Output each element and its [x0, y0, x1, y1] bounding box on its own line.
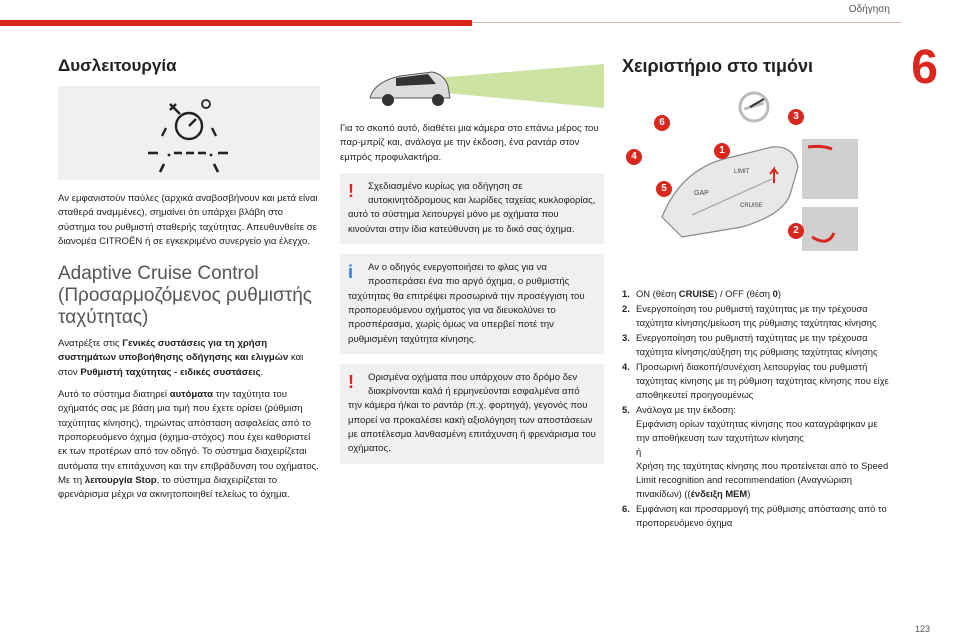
stalk-label-limit: LIMIT [734, 169, 750, 175]
cruise-fault-icon [58, 86, 320, 180]
stalk-label-gap: GAP [694, 190, 709, 197]
acc-heading [58, 263, 320, 329]
cruise-fault-figure [58, 86, 320, 180]
control-item-text: ) / OFF (θέση [714, 288, 773, 299]
control-item-text: Εμφάνιση ορίων ταχύτητας κίνησης που καταγράφηκαν με την αποθήκευση των ταχυτήτων κίνησης [636, 418, 878, 443]
acc-title: Adaptive Cruise Control [58, 263, 259, 285]
control-item-number: 2. [622, 303, 630, 314]
car-radar-icon [340, 60, 604, 112]
control-item-number: 1. [622, 288, 630, 299]
control-item [622, 331, 890, 359]
callout-1: 1 [714, 143, 730, 159]
header-line [472, 22, 902, 23]
page-header-title: Οδήγηση [848, 4, 890, 15]
control-item-number: 4. [622, 361, 630, 372]
callout-2: 2 [788, 223, 804, 239]
info-icon: i [348, 262, 354, 283]
control-item [622, 403, 890, 501]
callout-4: 4 [626, 149, 642, 165]
header-bar [0, 20, 472, 26]
control-item [622, 360, 890, 402]
fault-text: Αν εμφανιστούν παύλες (αρχικά αναβοσβήνουν και μετά είναι σταθερά αναμμένες), σημαίνει ότι υπάρχει βλάβη στο σύστημα του ρυθμιστή σταθερής ταχύτητας. Απευθυνθείτε σε διανομέα CITROËN ή σε εγκεκριμένο συνεργείο για έλεγχο. [58, 193, 318, 247]
control-item-text: ή [636, 446, 642, 457]
car-radar-figure [340, 60, 604, 112]
warning-note-2-text: Ορισμένα οχήματα που υπάρχουν στο δρόμο δεν διακρίνονται καλά ή ερμηνεύονται εσφαλμένα από την κάμερα ή/και το ραντάρ (π.χ. φορτηγά), γεγονός που μπορεί να προκαλέσει κακή αξιολόγηση των αποστάσεων με αποτέλεσμα λανθασμένη επιτάχυνση ή φρενάρισμα του οχήματος. [348, 371, 596, 455]
camera-intro-text: Για το σκοπό αυτό, διαθέτει μια κάμερα στο επάνω μέρος του παρ-μπρίζ και, ανάλογα με την έκδοση, ένα ραντάρ στον εμπρός προφυλακτήρα. [340, 123, 599, 163]
callout-5: 5 [656, 181, 672, 197]
control-item-text: Εμφάνιση και προσαρμογή της ρύθμισης απόστασης από το προπορευόμενο όχημα [636, 503, 887, 528]
callout-6: 6 [654, 115, 670, 131]
acc-paragraph-1: Ανατρέξτε στις Γενικές συστάσεις για τη χρήση συστημάτων υποβοήθησης οδήγησης και ελιγμών και στον Ρυθμιστή ταχύτητας - ειδικές συστάσεις. [58, 338, 304, 378]
warning-note-1 [340, 173, 604, 244]
left-column [58, 52, 320, 510]
fault-heading: Δυσλειτουργία [58, 56, 177, 75]
control-item-number: 5. [622, 404, 630, 415]
callout-3: 3 [788, 109, 804, 125]
middle-column [340, 60, 604, 474]
control-item-text: Προσωρινή διακοπή/συνέχιση λειτουργίας του ρυθμιστή ταχύτητας κίνησης με τη ρύθμιση ταχύτητας κίνησης που είχε αποθηκευτεί προηγουμένως [636, 361, 889, 400]
steering-control-heading: Χειριστήριο στο τιμόνι [622, 56, 814, 76]
warning-note-2 [340, 364, 604, 464]
chapter-number: 6 [911, 41, 938, 94]
control-item-number: 3. [622, 332, 630, 343]
control-item [622, 502, 890, 530]
control-item-text: Ανάλογα με την έκδοση: [636, 404, 736, 415]
info-note [340, 254, 604, 354]
page-number: 123 [914, 624, 930, 634]
control-item-text: ) [747, 488, 751, 499]
control-item-text: CRUISE [678, 288, 715, 299]
right-column [622, 52, 890, 531]
acc-subtitle: (Προσαρμοζόμενος ρυθμιστής ταχύτητας) [58, 285, 312, 329]
warning-note-1-text: Σχεδιασμένο κυρίως για οδήγηση σε αυτοκινητόδρομους και λωρίδες ταχείας κυκλοφορίας, αυτό το σύστημα λειτουργεί μόνο με οχήματα που κινούνται στην ίδια κατεύθυνση με το δικό σας όχημα. [348, 180, 596, 235]
control-item [622, 302, 890, 330]
control-item-text: ) [777, 288, 781, 299]
control-item-text: 0 [772, 288, 778, 299]
control-item-text: ON (θέση [636, 288, 679, 299]
acc-paragraph-3: Με τη λειτουργία Stop, το σύστημα διαχειρίζεται το φρενάρισμα μέχρι να ακινητοποιηθεί τελείως το όχημα. [58, 474, 290, 501]
control-item [622, 287, 890, 301]
control-list [622, 287, 890, 530]
info-note-text: Αν ο οδηγός ενεργοποιήσει το φλας για να προσπεράσει ένα πιο αργό όχημα, ο ρυθμιστής ταχύτητας θα επιτρέψει προσωρινά την προσέγγιση του προπορευόμενου οχήματος για να διευκολύνει το προσπέρασμα, χωρίς όμως να υπερβεί ποτέ την ρυθμισμένη ταχύτητα κίνησης. [348, 262, 585, 345]
warning-icon: ! [348, 371, 354, 392]
warning-icon: ! [348, 180, 354, 201]
control-item-text: ένδειξη MEM [690, 488, 748, 499]
control-item-text: Ενεργοποίηση του ρυθμιστή ταχύτητας με την τρέχουσα ταχύτητα κίνησης/αύξηση της ρύθμισης ταχύτητας κίνησης [636, 332, 878, 357]
acc-paragraph-2: Αυτό το σύστημα διατηρεί αυτόματα την ταχύτητα του οχήματός σας με βάση μια τιμή που έχετε ορίσει (ρύθμιση ταχύτητας κίνησης), τηρώντας απόσταση ασφαλείας από το προπορευόμενο όχημα (όχημα-στόχος) που έχει καθοριστεί εκ των προτέρων από τον οδηγό. Το σύστημα διαχειρίζεται αυτόματα την επιτάχυνση και την επιβράδυνση του οχήματος. [58, 389, 319, 472]
stalk-label-cruise: CRUISE [740, 203, 763, 209]
control-item-text: Ενεργοποίηση του ρυθμιστή ταχύτητας με την τρέχουσα ταχύτητα κίνησης/μείωση της ρύθμισης ταχύτητας κίνησης [636, 303, 877, 328]
control-item-number: 6. [622, 503, 630, 514]
control-item-text: Χρήση της ταχύτητας κίνησης που προτείνεται από το Speed Limit recognition and recommendation (Αναγνώριση πινακίδων) (( [636, 460, 889, 499]
steering-control-figure [622, 87, 890, 287]
